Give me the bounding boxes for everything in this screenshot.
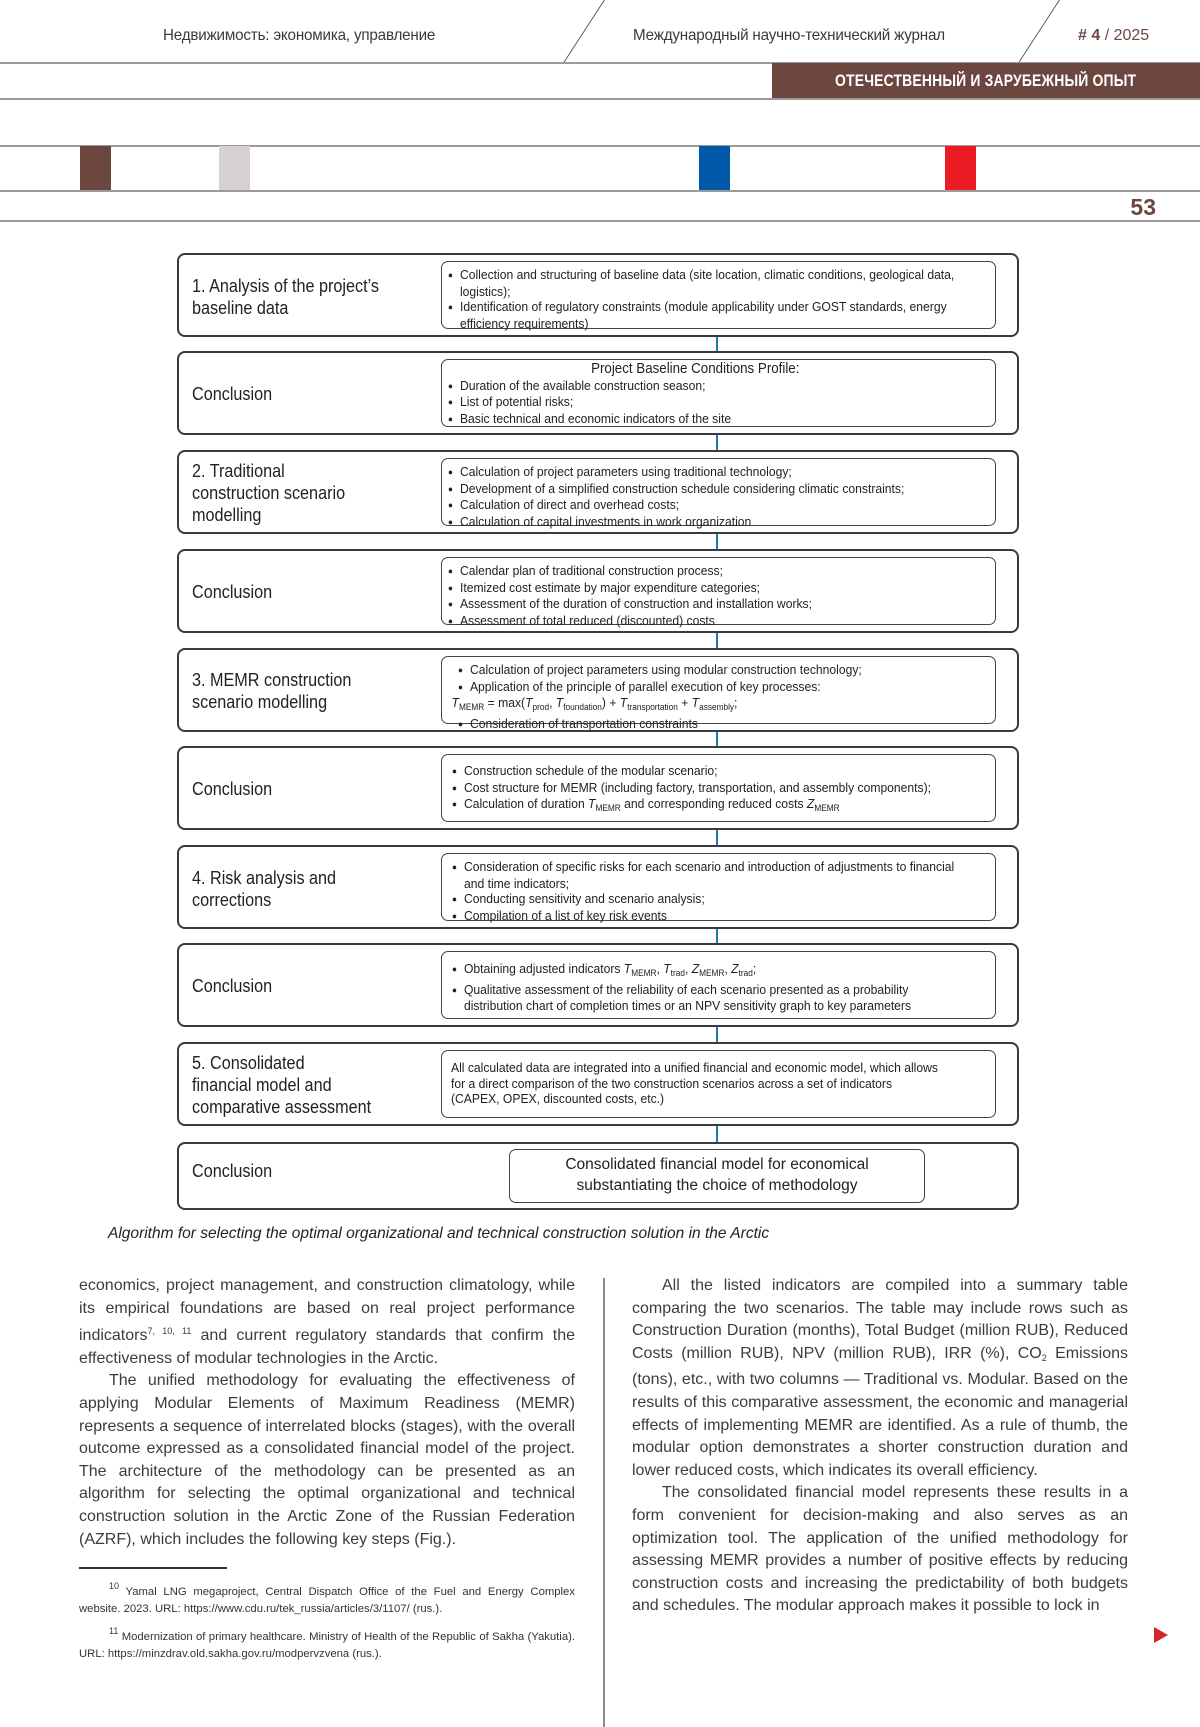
journal-title: Недвижимость: экономика, управление bbox=[163, 27, 436, 44]
header-slash-divider bbox=[1018, 0, 1060, 63]
conclusion-label: Conclusion bbox=[192, 582, 273, 602]
bullet-item: ● Calendar plan of traditional construction process; bbox=[448, 563, 986, 580]
color-strip-rule bbox=[0, 190, 1200, 192]
color-bar-brown bbox=[80, 146, 111, 191]
paragraph: economics, project management, and construction climatology, while its empirical foundations are based on real project performance indicators$^{7, 10, 11}$ and current regulatory standards that confirm the effectiveness of modular technologies in the Arctic. bbox=[79, 1277, 575, 1367]
bullet-item: ● Cost structure for MEMR (including factory, transportation, and assembly components); bbox=[452, 780, 986, 797]
flow-conclusion-5 bbox=[177, 1142, 1019, 1210]
flow-step-5 bbox=[177, 1042, 1019, 1126]
bullet-item: ● Calculation of project parameters using traditional technology; bbox=[448, 464, 986, 481]
color-bar-red bbox=[945, 146, 976, 191]
step-details-box: All calculated data are integrated into a unified financial and economic model, which allows for a direct comparison of the two construction scenarios across a set of indicators (CAPEX, OPEX, discounted costs, etc.) bbox=[441, 1050, 996, 1118]
step-details-box bbox=[441, 458, 996, 529]
journal-subtitle: Международный научно-технический журнал bbox=[633, 27, 945, 44]
right-text-column bbox=[632, 1275, 1128, 1618]
memr-duration-formula: $T_{MEMR} = \max(T_{prod}$, $T_{foundation}) + T_{transportation} + T_{assembly}$; bbox=[451, 695, 738, 712]
conclusion-details-box bbox=[441, 557, 996, 628]
flow-step-3 bbox=[177, 648, 1019, 732]
bullet-item: ● Obtaining adjusted indicators $T_{MEMR}$, $T_{trad}$, $Z_{MEMR}$, $Z_{trad}$; bbox=[452, 961, 986, 982]
paragraph: All the listed indicators are compiled into a summary table comparing the two scenarios. The table may include rows such as Construction Duration (months), Total Budget (million RUB), Reduced Costs (million RUB), NPV (million RUB), IRR (%), $CO_2$ Emissions (tons), etc., with two columns — Traditional vs. Modular. Based on the results of this comparative assessment, the economic and managerial effects of implementing MEMR are identified. As a rule of thumb, the modular option demonstrates a shorter construction duration and lower reduced costs, which indicates its overall efficiency. bbox=[632, 1277, 1128, 1479]
flow-conclusion-2 bbox=[177, 549, 1019, 633]
section-title: ОТЕЧЕСТВЕННЫЙ И ЗАРУБЕЖНЫЙ ОПЫТ bbox=[835, 71, 1137, 90]
bullet-item: ● Development of a simplified construction schedule considering climatic constraints; bbox=[448, 481, 986, 498]
bullet-item: ● Calculation of project parameters using modular construction technology; bbox=[458, 662, 986, 679]
step-label: 2. Traditional construction scenario modelling bbox=[192, 461, 346, 525]
step-details-box bbox=[441, 656, 996, 731]
issue-label bbox=[1078, 27, 1149, 45]
footnote-11: $^{11}$ Modernization of primary healthcare. Ministry of Health of the Republic of Sakha (Yakutia). URL: https://minzdrav.old.sakha.gov.ru/modpervzvena (rus.). bbox=[79, 1626, 575, 1660]
footnotes bbox=[79, 1578, 575, 1668]
color-bar-blue bbox=[699, 146, 730, 191]
flow-step-1 bbox=[177, 253, 1019, 337]
continue-arrow-icon bbox=[1154, 1627, 1168, 1643]
left-text-column bbox=[79, 1275, 575, 1551]
paragraph: The consolidated financial model represents these results in a form convenient for decision-making and also serves as an optimization tool. The application of the unified methodology for assessing MEMR provides a number of positive effects by reducing construction costs and increasing the predictability of both budgets and schedules. The modular approach makes it possible to lock in bbox=[632, 1484, 1128, 1615]
bullet-item: ● Basic technical and economic indicators of the site bbox=[448, 411, 986, 428]
step-label: 5. Consolidated financial model and comparative assessment bbox=[192, 1053, 372, 1117]
profile-title: Project Baseline Conditions Profile: bbox=[591, 361, 800, 377]
bullet-item: ● Calculation of direct and overhead costs; bbox=[448, 497, 986, 514]
header-slash-divider bbox=[563, 0, 605, 63]
conclusion-label: Conclusion bbox=[192, 976, 273, 996]
flow-conclusion-1 bbox=[177, 351, 1019, 435]
conclusion-details-box bbox=[441, 754, 996, 822]
bullet-item: ● List of potential risks; bbox=[448, 394, 986, 411]
bullet-item: ● Itemized cost estimate by major expenditure categories; bbox=[448, 580, 986, 597]
bullet-item: ● Consideration of specific risks for each scenario and introduction of adjustments to financial and time indicators; bbox=[452, 859, 986, 891]
header-rule bbox=[0, 98, 1200, 100]
conclusion-label: Conclusion bbox=[192, 384, 273, 404]
bullet-item: ● Construction schedule of the modular scenario; bbox=[452, 763, 986, 780]
footnote-rule bbox=[79, 1567, 227, 1569]
bullet-item: ● Application of the principle of parallel execution of key processes: bbox=[458, 679, 986, 696]
bullet-item: ● Duration of the available construction season; bbox=[448, 378, 986, 395]
color-strip-rule bbox=[0, 145, 1200, 147]
issue-number: # 4 bbox=[1078, 27, 1101, 44]
bullet-item: ● Calculation of duration $T_{MEMR}$ and corresponding reduced costs $Z_{MEMR}$ bbox=[452, 796, 986, 817]
conclusion-details-box bbox=[441, 359, 996, 427]
step-label: 1. Analysis of the project’s baseline data bbox=[192, 276, 380, 318]
bullet-item: ● Qualitative assessment of the reliability of each scenario presented as a probability distribution chart of completion times or an NPV sensitivity graph to key parameters bbox=[452, 982, 986, 1014]
page-number: 53 bbox=[1130, 194, 1156, 220]
flow-conclusion-3 bbox=[177, 746, 1019, 830]
flow-conclusion-4 bbox=[177, 943, 1019, 1027]
bullet-item: ● Calculation of capital investments in work organization bbox=[448, 514, 986, 531]
step-details-box bbox=[441, 261, 996, 329]
column-divider bbox=[603, 1278, 605, 1727]
flow-step-2 bbox=[177, 450, 1019, 534]
conclusion-label: Conclusion bbox=[192, 1161, 273, 1181]
bullet-item: ● Identification of regulatory constraints (module applicability under GOST standards, energy efficiency requirements) bbox=[448, 299, 986, 331]
flow-step-4 bbox=[177, 845, 1019, 929]
color-bar-light bbox=[219, 146, 250, 191]
bullet-item: ● Conducting sensitivity and scenario analysis; bbox=[452, 891, 986, 908]
paragraph: The unified methodology for evaluating the effectiveness of applying Modular Elements of Maximum Readiness (MEMR) represents a sequence of interrelated blocks (stages), with the overall outcome expressed as a consolidated financial model of the project. The architecture of the methodology can be presented as an algorithm for selecting the optimal organizational and technical construction solution in the Arctic Zone of the Russian Federation (AZRF), which includes the following key steps (Fig.). bbox=[79, 1372, 575, 1548]
bullet-item: ● Consideration of transportation constraints bbox=[458, 716, 986, 733]
issue-year: / 2025 bbox=[1100, 27, 1150, 44]
section-banner bbox=[772, 63, 1200, 99]
bullet-item: ● Assessment of the duration of construction and installation works; bbox=[448, 596, 986, 613]
conclusion-details-box bbox=[441, 951, 996, 1019]
bullet-item: ● Compilation of a list of key risk events bbox=[452, 908, 986, 925]
footnote-10: $^{10}$ Yamal LNG megaproject, Central Dispatch Office of the Fuel and Energy Complex website. 2023. URL: https://www.cdu.ru/tek_russia/articles/3/1107/ (rus.). bbox=[79, 1581, 575, 1615]
header-rule bbox=[0, 220, 1200, 222]
bullet-item: ● Collection and structuring of baseline data (site location, climatic conditions, geological data, logistics); bbox=[448, 267, 986, 299]
step-label: 4. Risk analysis and corrections bbox=[192, 868, 337, 910]
bullet-item: ● Assessment of total reduced (discounted) costs bbox=[448, 613, 986, 630]
figure-caption: Algorithm for selecting the optimal organizational and technical construction solution in the Arctic bbox=[108, 1225, 770, 1242]
step-details-box bbox=[441, 853, 996, 921]
final-model-box: Consolidated financial model for economical substantiating the choice of methodology bbox=[509, 1149, 925, 1203]
step-label: 3. MEMR construction scenario modelling bbox=[192, 670, 352, 712]
conclusion-label: Conclusion bbox=[192, 779, 273, 799]
